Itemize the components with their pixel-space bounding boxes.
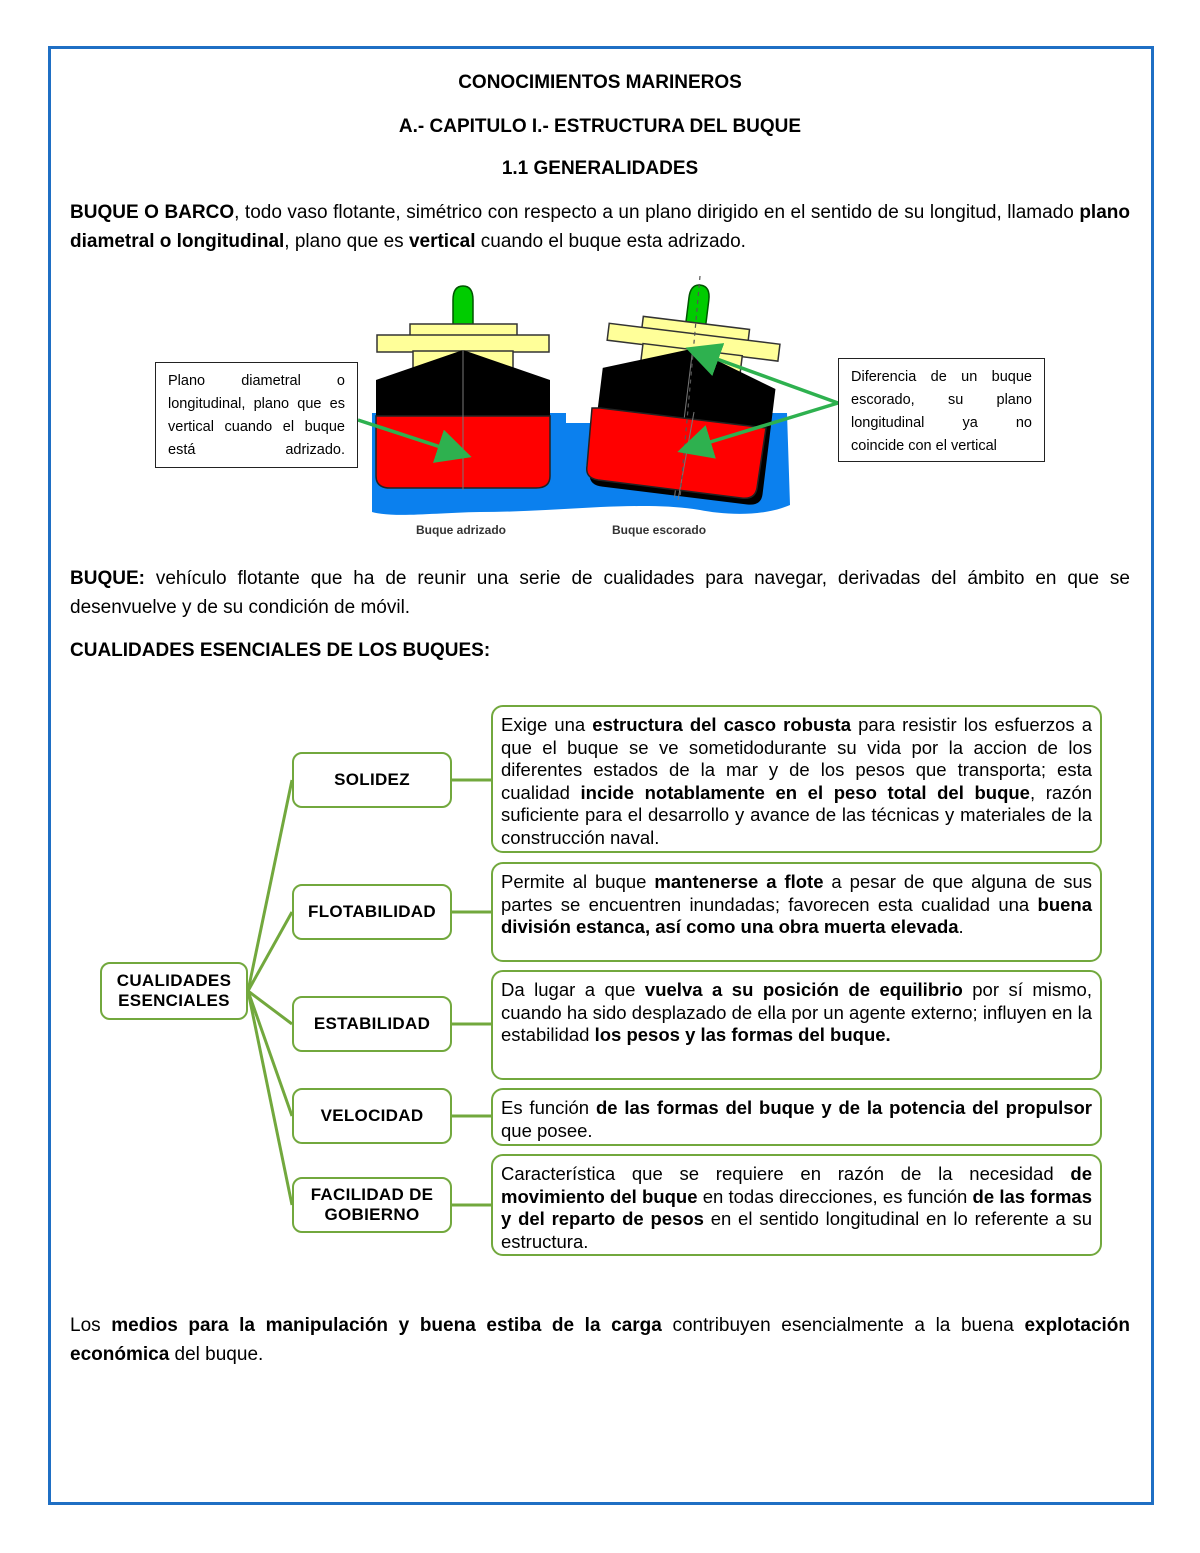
- desc-flotabilidad: Permite al buque mantenerse a flote a pesar de que alguna de sus partes se encuentren inundadas; favorecen esta cualidad una buena división estanca, así como una obra muerta elevada.: [491, 862, 1102, 962]
- node-estabilidad: ESTABILIDAD: [292, 996, 452, 1052]
- node-solidez: SOLIDEZ: [292, 752, 452, 808]
- desc-solidez: Exige una estructura del casco robusta para resistir los esfuerzos a que el buque se ve sometidodurante su vida por la accion de los diferentes estados de la mar y de los pesos que transporta; esta cualidad incide notablamente en el peso total del buque, razón suficiente para el desarrollo y avance de las técnicas y materiales de la construcción naval.: [491, 705, 1102, 853]
- document-title: CONOCIMIENTOS MARINEROS: [458, 72, 742, 93]
- callout-plano-diametral: Plano diametral o longitudinal, plano que es vertical cuando el buque está adrizado.: [155, 362, 358, 468]
- desc-estabilidad: Da lugar a que vuelva a su posición de equilibrio por sí mismo, cuando ha sido desplazado de ella por un agente externo; influyen en la estabilidad los pesos y las formas del buque.: [491, 970, 1102, 1080]
- chapter-heading: A.- CAPITULO I.- ESTRUCTURA DEL BUQUE: [398, 116, 802, 137]
- caption-buque-adrizado: Buque adrizado: [416, 523, 507, 537]
- desc-facilidad-de-gobierno: Característica que se requiere en razón de la necesidad de movimiento del buque en todas direcciones, es función de las formas y del reparto de pesos en el sentido longitudinal en lo referente a su estructura.: [491, 1154, 1102, 1256]
- buque-definition: BUQUE: vehículo flotante que ha de reunir una serie de cualidades para navegar, derivadas del ámbito en que se desenvuelve y de su condición de móvil.: [70, 568, 1130, 618]
- node-velocidad: VELOCIDAD: [292, 1088, 452, 1144]
- section-heading: 1.1 GENERALIDADES: [501, 158, 699, 179]
- qualities-heading: CUALIDADES ESENCIALES DE LOS BUQUES:: [70, 640, 491, 661]
- caption-buque-escorado: Buque escorado: [612, 523, 707, 537]
- intro-paragraph: BUQUE O BARCO, todo vaso flotante, simétrico con respecto a un plano dirigido en el sentido de su longitud, llamado plano diametral o longitudinal, plano que es vertical cuando el buque esta adrizado.: [70, 202, 1130, 252]
- desc-velocidad: Es función de las formas del buque y de la potencia del propulsor que posee.: [491, 1088, 1102, 1146]
- callout-buque-escorado: Diferencia de un buque escorado, su plano longitudinal ya no coincide con el vertical: [838, 358, 1045, 462]
- closing-paragraph: Los medios para la manipulación y buena estiba de la carga contribuyen esencialmente a la buena explotación económica del buque.: [70, 1315, 1131, 1365]
- node-facilidad-de-gobierno: FACILIDAD DE GOBIERNO: [292, 1177, 452, 1233]
- mindmap-root: CUALIDADES ESENCIALES: [100, 962, 248, 1020]
- node-flotabilidad: FLOTABILIDAD: [292, 884, 452, 940]
